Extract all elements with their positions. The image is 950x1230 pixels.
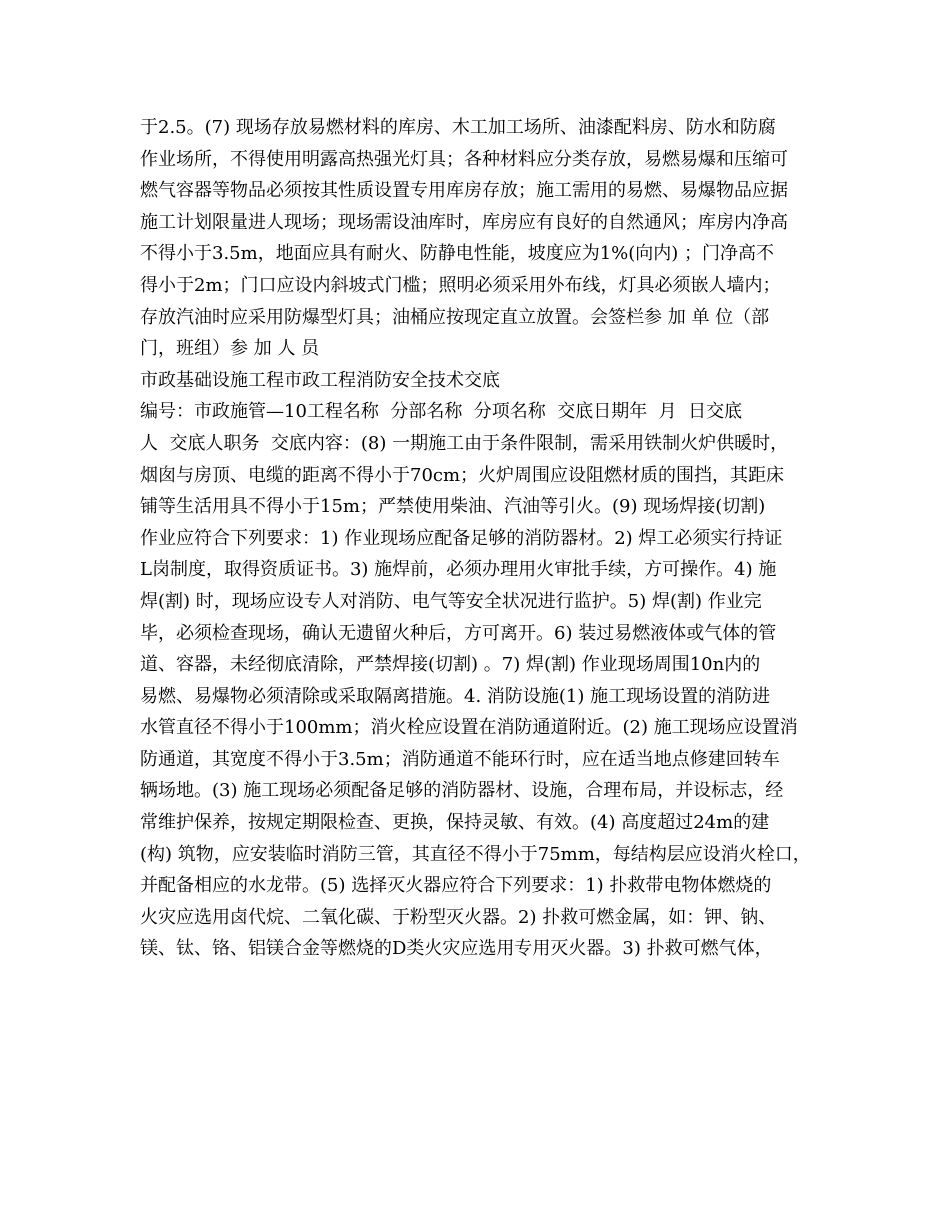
section-title: 市政基础设施工程市政工程消防安全技术交底 <box>140 369 500 391</box>
text-line: 作业应符合下列要求：1) 作业现场应配备足够的消防器材。2) 焊工必须实行持证 <box>140 527 783 549</box>
text-line: 易燃、易爆物必须清除或采取隔离措施。4. 消防设施(1) 施工现场设置的消防进 <box>140 685 771 707</box>
text-line: 作业场所，不得使用明露高热强光灯具；各种材料应分类存放，易燃易爆和压缩可 <box>140 148 788 170</box>
text-line: 毕，必须检查现场，确认无遗留火种后，方可离开。6) 装过易燃液体或气体的管 <box>140 622 777 644</box>
text-line: 编号：市政施管—10工程名称 分部名称 分项名称 交底日期年 月 日交底 <box>140 401 743 423</box>
text-line: 镁、钛、铬、铝镁合金等燃烧的D类火灾应选用专用灭火器。3) 扑救可燃气体， <box>140 938 773 960</box>
text-line: 火灾应选用卤代烷、二氧化碳、于粉型灭火器。2) 扑救可燃金属，如：钾、钠、 <box>140 906 777 928</box>
text-line: 燃气容器等物品必须按其性质设置专用库房存放；施工需用的易燃、易爆物品应据 <box>140 180 788 202</box>
text-line: L岗制度，取得资质证书。3) 施焊前，必须办理用火审批手续，方可操作。4) 施 <box>140 559 777 581</box>
text-line: 存放汽油时应采用防爆型灯具；油桶应按现定直立放置。会签栏参 加 单 位（部 <box>140 306 770 328</box>
text-line: 常维护保养，按规定期限检查、更换，保持灵敏、有效。(4) 高度超过24m的建 <box>140 812 770 834</box>
text-line: 焊(割) 时，现场应设专人对消防、电气等安全状况进行监护。5) 焊(割) 作业完 <box>140 590 762 612</box>
text-line: 水管直径不得小于100mm；消火栓应设置在消防通道附近。(2) 施工现场应设置消 <box>140 717 798 739</box>
text-line: 不得小于3.5m，地面应具有耐火、防静电性能，坡度应为1%(向内) ；门净高不 <box>140 243 775 265</box>
text-line: (构) 筑物，应安装临时消防三管，其直径不得小于75mm，每结构层应设消火栓口， <box>140 843 811 865</box>
text-line: 于2.5。(7) 现场存放易燃材料的库房、木工加工场所、油漆配料房、防水和防腐 <box>140 117 776 138</box>
text-line: 烟囱与房顶、电缆的距离不得小于70cm；火炉周围应设阻燃材质的围挡，其距床 <box>140 464 785 486</box>
text-line: 得小于2m；门口应设内斜坡式门槛；照明必须采用外布线，灯具必须嵌人墙内； <box>140 274 781 296</box>
text-line: 施工计划限量进人现场；现场需设油库时，库房应有良好的自然通风；库房内净高 <box>140 211 788 233</box>
text-line: 并配备相应的水龙带。(5) 选择灭火器应符合下列要求：1) 扑救带电物体燃烧的 <box>140 875 772 897</box>
text-line: 防通道，其宽度不得小于3.5m；消防通道不能环行时，应在适当地点修建回转车 <box>140 748 780 770</box>
document-body <box>140 112 820 965</box>
text-line: 门，班组）参 加 人 员 <box>140 338 320 360</box>
text-line: 道、容器，未经彻底清除，严禁焊接(切割) 。7) 焊(割) 作业现场周围10n内的 <box>140 654 761 676</box>
text-line: 辆场地。(3) 施工现场必须配备足够的消防器材、设施，合理布局，并设标志，经 <box>140 780 784 802</box>
text-line: 人 交底人职务 交底内容：(8) 一期施工由于条件限制，需采用铁制火炉供暖时， <box>140 432 789 454</box>
text-line: 铺等生活用具不得小于15m；严禁使用柴油、汽油等引火。(9) 现场焊接(切割) <box>140 496 766 518</box>
